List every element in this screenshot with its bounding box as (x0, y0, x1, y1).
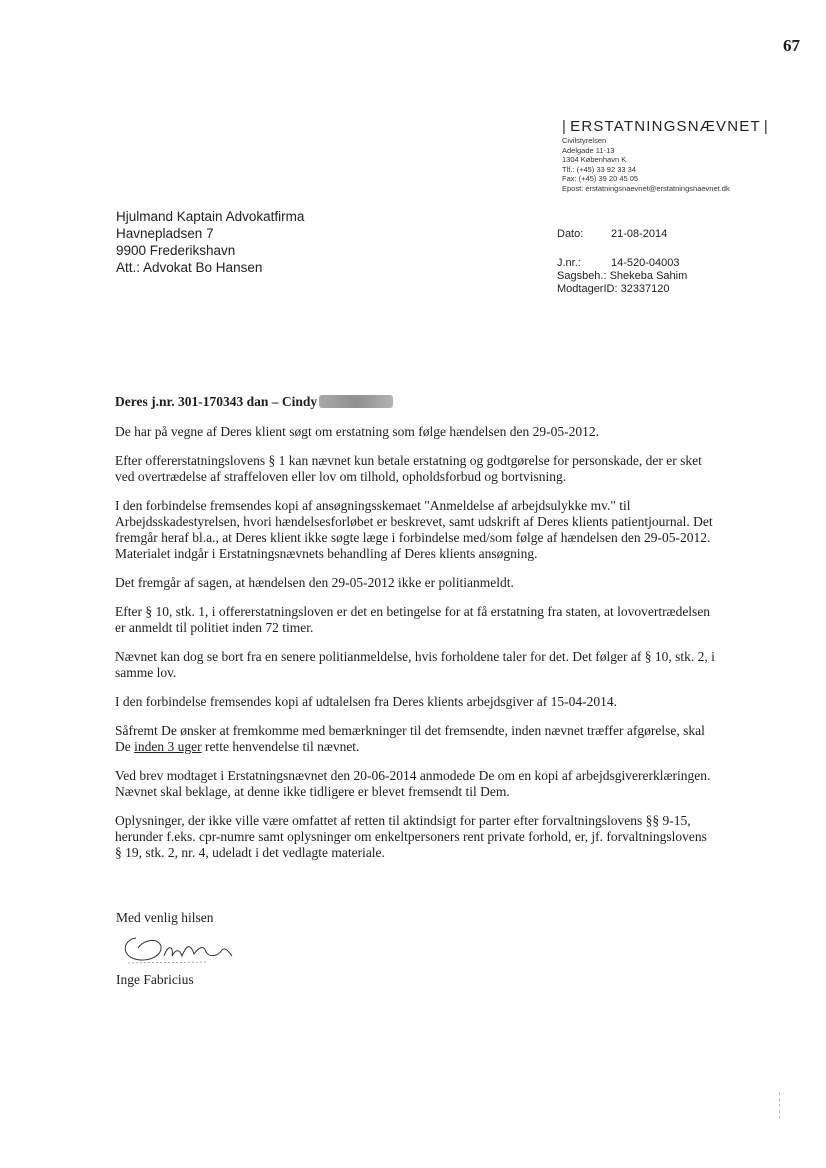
subject-text: Deres j.nr. 301-170343 dan – Cindy (115, 394, 318, 409)
date-row (557, 228, 687, 241)
scan-artifact (779, 1092, 780, 1122)
org-line: Adelgade 11-13 (562, 145, 615, 155)
recipient-line: 9900 Frederikshavn (116, 243, 236, 258)
recipient-address (116, 208, 304, 276)
paragraph: I den forbindelse fremsendes kopi af ansøgningsskemaet "Anmeldelse af arbejdsulykke mv." til Arbejdsskadestyrelsen, hvori hændelsesforløbet er beskrevet, samt udskrift af Deres klients patientjournal. Det fremgår heraf bl.a., at Deres klient ikke søgte læge i forbindelse med/som følge af hændelsen den 29-05-2012. Materialet indgår i Erstatningsnævnets behandling af Deres klients ansøgning. (115, 498, 713, 561)
redaction-block (319, 395, 393, 408)
deadline-emphasis: inden 3 uger (134, 739, 202, 754)
letterhead (562, 118, 802, 193)
org-line: Fax: (+45) 39 20 45 05 (562, 174, 639, 183)
jnr-label: J.nr.: (557, 257, 581, 269)
paragraph-deadline (115, 723, 715, 755)
recipient-id: ModtagerID: 32337120 (557, 283, 670, 295)
jnr-value: 14-520-04003 (611, 257, 680, 269)
greeting: Med venlig hilsen (116, 910, 214, 925)
recipient-line: Att.: Advokat Bo Hansen (116, 260, 263, 275)
org-line: Tlf.: (+45) 33 92 33 34 (562, 164, 637, 174)
closing-block (116, 910, 238, 988)
organization-name (562, 118, 802, 135)
organization-name-text: ERSTATNINGSNÆVNET (570, 118, 761, 135)
deadline-text-before: Såfremt De ønsker at fremkomme med bemærkninger til det fremsendte, inden nævnet træffer afgørelse, skal De (115, 723, 705, 754)
jnr-row (557, 257, 687, 270)
org-line: Civilstyrelsen (562, 136, 607, 145)
case-officer: Sagsbeh.: Shekeba Sahim (557, 270, 688, 282)
recipient-line: Hjulmand Kaptain Advokatfirma (116, 209, 305, 224)
paragraph: Ved brev modtaget i Erstatningsnævnet den 20-06-2014 anmodede De om en kopi af arbejdsgivererklæringen. Nævnet skal beklage, at denne ikke tidligere er blevet fremsendt til Dem. (115, 768, 711, 799)
paragraph: Nævnet kan dog se bort fra en senere politianmeldelse, hvis forholdene taler for det. Det følger af § 10, stk. 2, i samme lov. (115, 649, 715, 680)
divider-bar-right: | (763, 118, 769, 135)
paragraph: Efter § 10, stk. 1, i offererstatningsloven er det en betingelse for at få erstatning fra staten, at lovovertrædelsen er anmeldt til politiet inden 72 timer. (115, 604, 711, 635)
org-line: 1304 København K (562, 155, 627, 164)
page-number: 67 (783, 36, 800, 55)
paragraph: De har på vegne af Deres klient søgt om erstatning som følge hændelsen den 29-05-2012. (115, 424, 600, 439)
case-metadata (557, 228, 687, 296)
recipient-line: Havnepladsen 7 (116, 226, 214, 241)
organization-address (562, 136, 802, 193)
date-value: 21-08-2014 (611, 228, 668, 240)
letter-body (115, 394, 715, 874)
paragraph: Oplysninger, der ikke ville være omfattet af retten til aktindsigt for parter efter forvaltningslovens §§ 9-15, herunder f.eks. cpr-numre samt oplysninger om enkeltpersoners rent private forhold, er, jf. forvaltningslovens § 19, stk. 2, nr. 4, udeladt i det vedlagte materiale. (115, 813, 707, 860)
subject-line (115, 394, 715, 410)
divider-bar-left: | (562, 118, 568, 135)
paragraph: Efter offererstatningslovens § 1 kan nævnet kun betale erstatning og godtgørelse for personskade, der er sket ved overtrædelse af straffeloven eller lov om tilhold, opholdsforbud og bortvisning. (115, 453, 702, 484)
handwritten-signature (118, 930, 238, 964)
paragraph: Det fremgår af sagen, at hændelsen den 29-05-2012 ikke er politianmeldt. (115, 575, 514, 590)
signer-name: Inge Fabricius (116, 972, 194, 987)
date-label: Dato: (557, 228, 584, 240)
deadline-text-after: rette henvendelse til nævnet. (201, 739, 360, 754)
org-line: Epost: erstatningsnaevnet@erstatningsnaevnet.dk (562, 183, 730, 193)
paragraph: I den forbindelse fremsendes kopi af udtalelsen fra Deres klients arbejdsgiver af 15-04-2014. (115, 694, 617, 709)
